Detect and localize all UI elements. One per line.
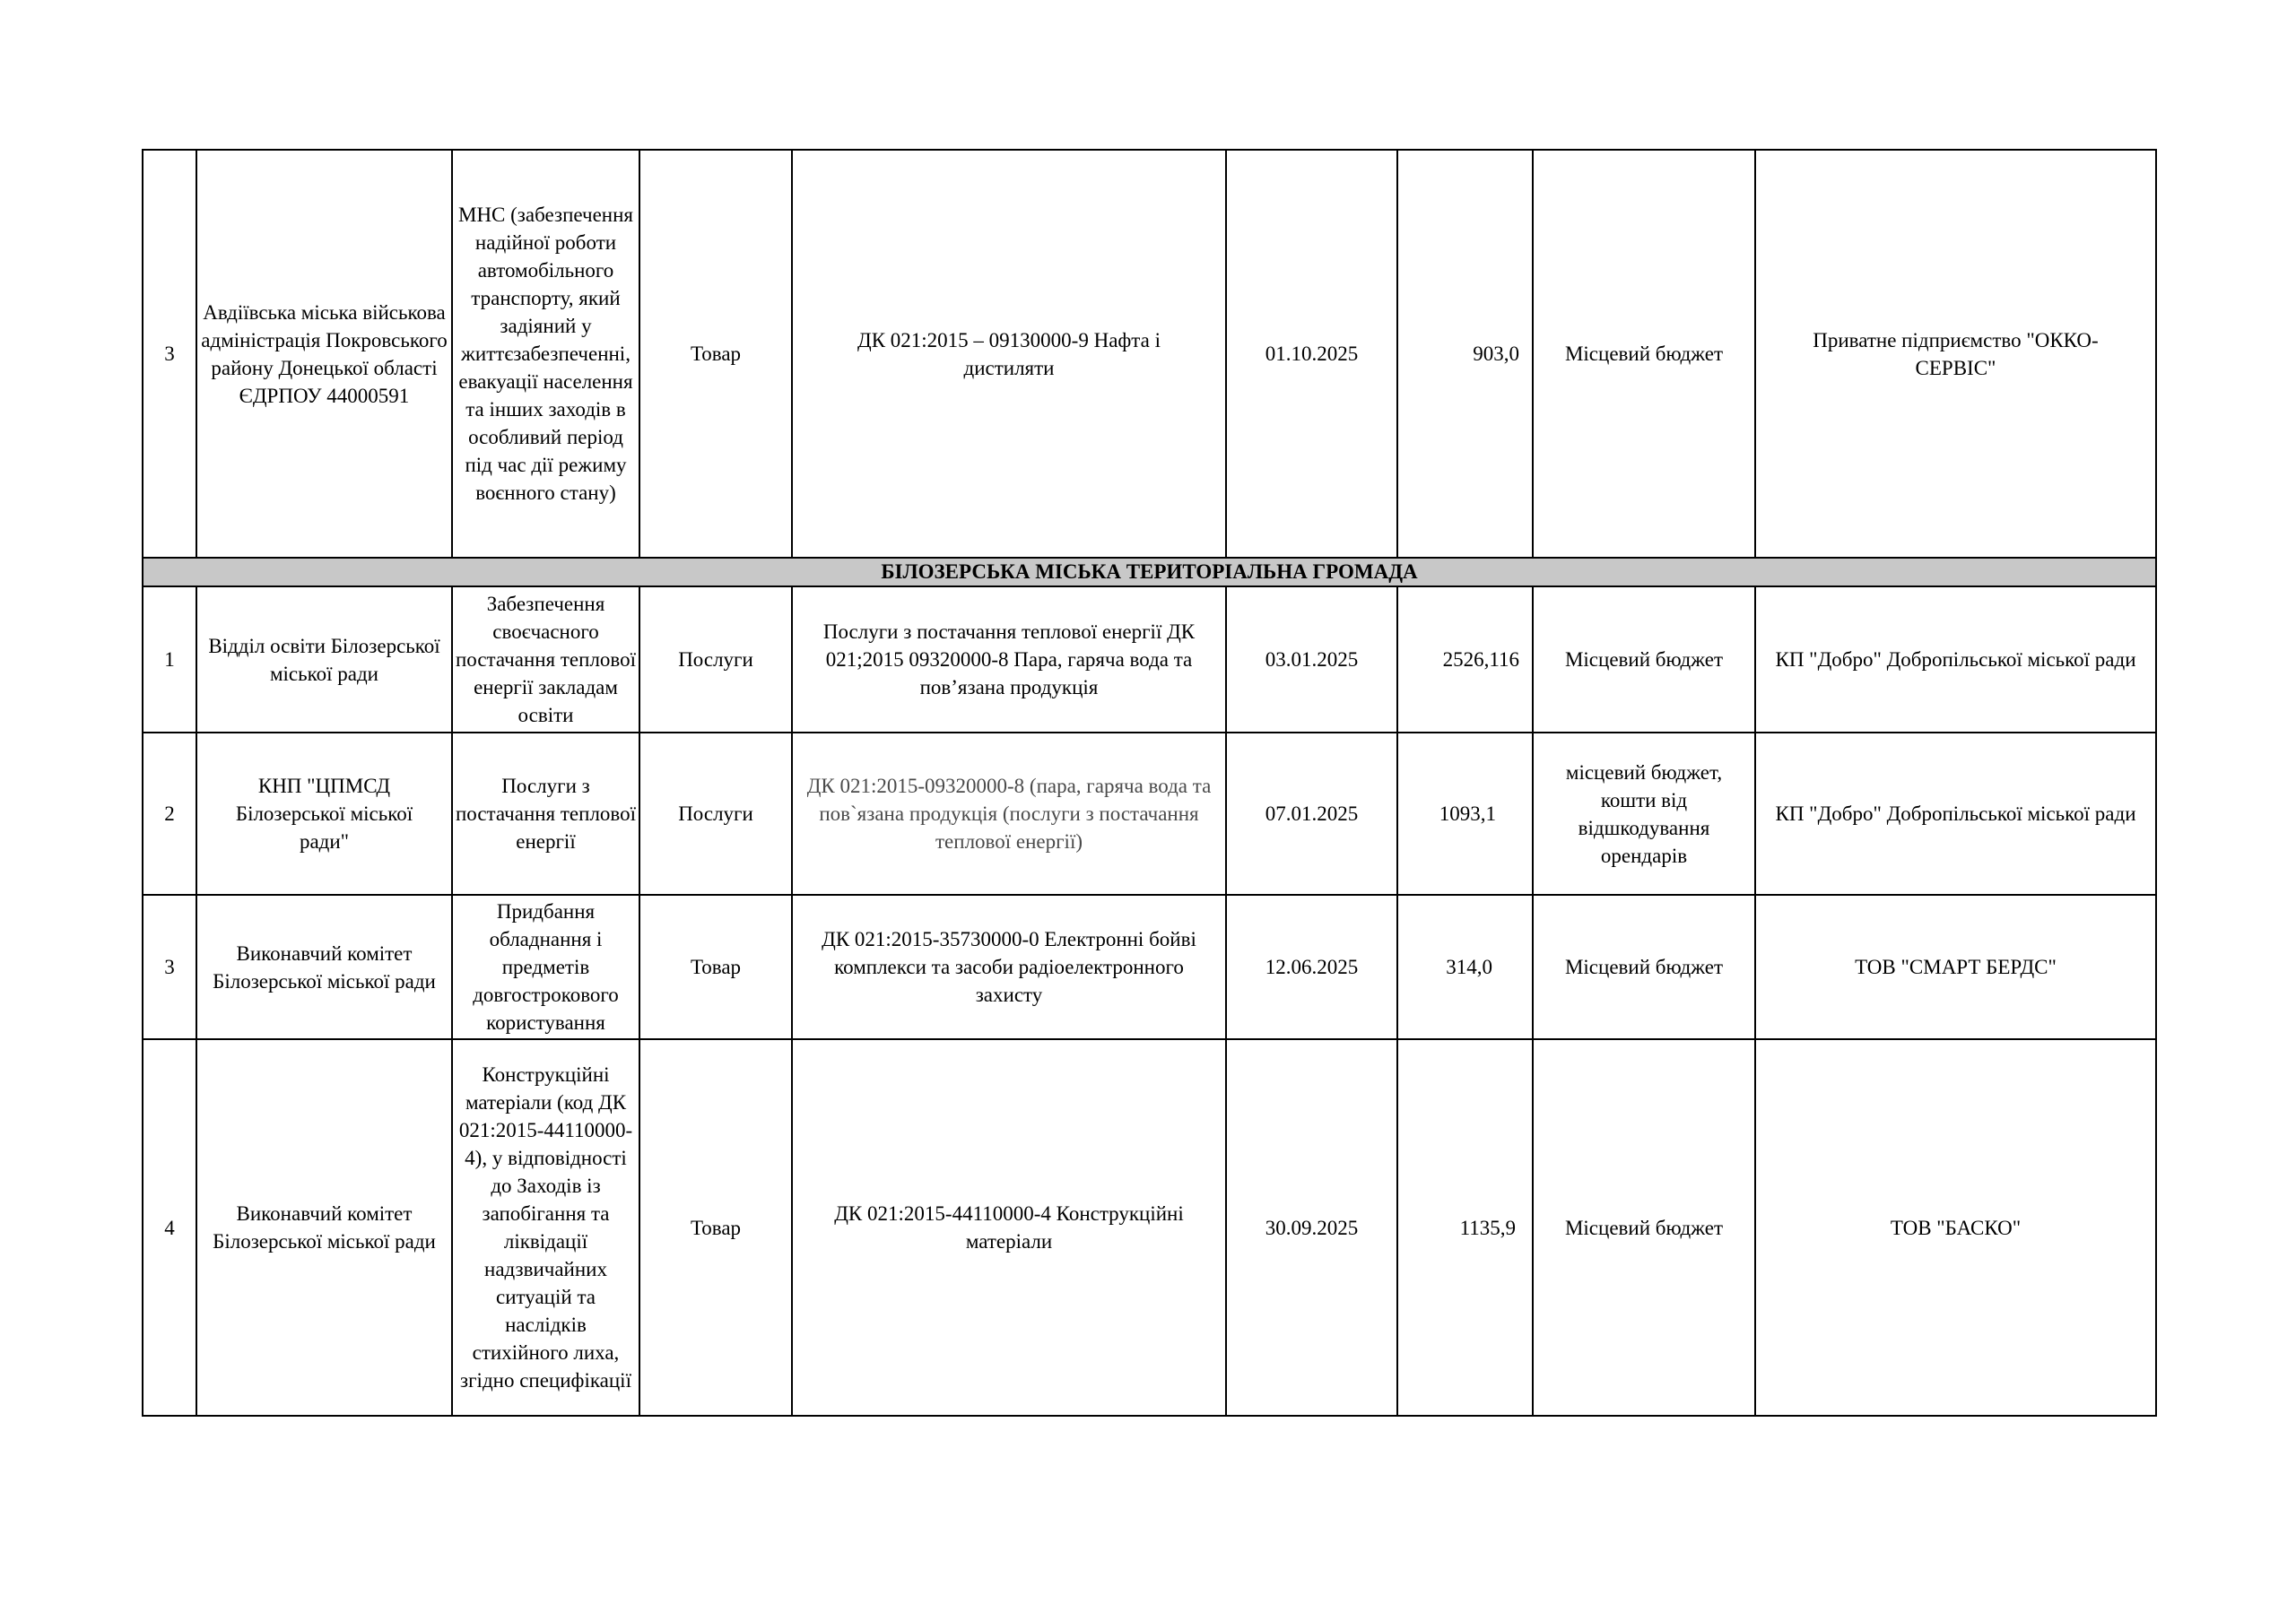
type-cell: Товар <box>639 895 792 1039</box>
amount-cell: 903,0 <box>1397 150 1533 558</box>
type-cell: Послуги <box>639 586 792 733</box>
table-row <box>143 586 2156 733</box>
date-cell: 03.01.2025 <box>1226 586 1397 733</box>
table-row <box>143 733 2156 895</box>
code-cell: Послуги з постачання теплової енергії ДК 021;2015 09320000-8 Пара, гаряча вода та пов’язана продукція <box>792 586 1226 733</box>
table-row <box>143 895 2156 1039</box>
table-row <box>143 1039 2156 1416</box>
row-number: 3 <box>143 150 196 558</box>
code-cell: ДК 021:2015-44110000-4 Конструкційні матеріали <box>792 1039 1226 1416</box>
row-number: 2 <box>143 733 196 895</box>
section-title: БІЛОЗЕРСЬКА МІСЬКА ТЕРИТОРІАЛЬНА ГРОМАДА <box>143 558 2156 586</box>
date-cell: 30.09.2025 <box>1226 1039 1397 1416</box>
purpose-cell <box>452 1039 639 1416</box>
purpose-cell: Послуги з постачання теплової енергії <box>452 733 639 895</box>
amount-cell: 1093,1 <box>1397 733 1533 895</box>
row-number: 3 <box>143 895 196 1039</box>
row-number: 1 <box>143 586 196 733</box>
source-cell: Місцевий бюджет <box>1533 1039 1755 1416</box>
supplier-cell: ТОВ "СМАРТ БЕРДС" <box>1755 895 2156 1039</box>
code-cell: ДК 021:2015-09320000-8 (пара, гаряча вода та пов`язана продукція (послуги з постачання теплової енергії) <box>792 733 1226 895</box>
type-cell: Товар <box>639 1039 792 1416</box>
organization-cell: Виконавчий комітет Білозерської міської ради <box>196 1039 452 1416</box>
procurement-table <box>142 149 2157 1417</box>
date-cell: 12.06.2025 <box>1226 895 1397 1039</box>
source-cell: Місцевий бюджет <box>1533 150 1755 558</box>
purpose-text: Конструкційні матеріали (код ДК 021:2015-44110000-4), у відповідності до Заходів із запобігання та ліквідації надзвичайних ситуацій та наслідків стихійного лиха, згідно специфікації <box>458 1063 633 1392</box>
supplier-cell: Приватне підприємство "ОККО-СЕРВІС" <box>1755 150 2156 558</box>
amount-cell: 1135,9 <box>1397 1039 1533 1416</box>
supplier-cell: ТОВ "БАСКО" <box>1755 1039 2156 1416</box>
table-row <box>143 150 2156 558</box>
organization-cell: Виконавчий комітет Білозерської міської ради <box>196 895 452 1039</box>
organization-cell: КНП "ЦПМСД Білозерської міської ради" <box>196 733 452 895</box>
purpose-cell: Забезпечення своєчасного постачання теплової енергії закладам освіти <box>452 586 639 733</box>
date-cell: 01.10.2025 <box>1226 150 1397 558</box>
organization-cell: Відділ освіти Білозерської міської ради <box>196 586 452 733</box>
code-cell: ДК 021:2015-35730000-0 Електронні бойві комплекси та засоби радіоелектронного захисту <box>792 895 1226 1039</box>
date-cell: 07.01.2025 <box>1226 733 1397 895</box>
section-header-row <box>143 558 2156 586</box>
purpose-cell: Придбання обладнання і предметів довгострокового користування <box>452 895 639 1039</box>
row-number: 4 <box>143 1039 196 1416</box>
source-cell: Місцевий бюджет <box>1533 586 1755 733</box>
type-cell: Товар <box>639 150 792 558</box>
amount-cell: 314,0 <box>1397 895 1533 1039</box>
type-cell: Послуги <box>639 733 792 895</box>
code-cell: ДК 021:2015 – 09130000-9 Нафта і дистиляти <box>792 150 1226 558</box>
supplier-cell: КП "Добро" Добропільської міської ради <box>1755 586 2156 733</box>
source-cell: Місцевий бюджет <box>1533 895 1755 1039</box>
purpose-cell: МНС (забезпечення надійної роботи автомобільного транспорту, який задіяний у життєзабезпеченні, евакуації населення та інших заходів в особливий період під час дії режиму воєнного стану) <box>452 150 639 558</box>
source-cell: місцевий бюджет, кошти від відшкодування орендарів <box>1533 733 1755 895</box>
organization-cell: Авдіївська міська військова адміністрація Покровського району Донецької області ЄДРПОУ 44000591 <box>196 150 452 558</box>
supplier-cell: КП "Добро" Добропільської міської ради <box>1755 733 2156 895</box>
amount-cell: 2526,116 <box>1397 586 1533 733</box>
